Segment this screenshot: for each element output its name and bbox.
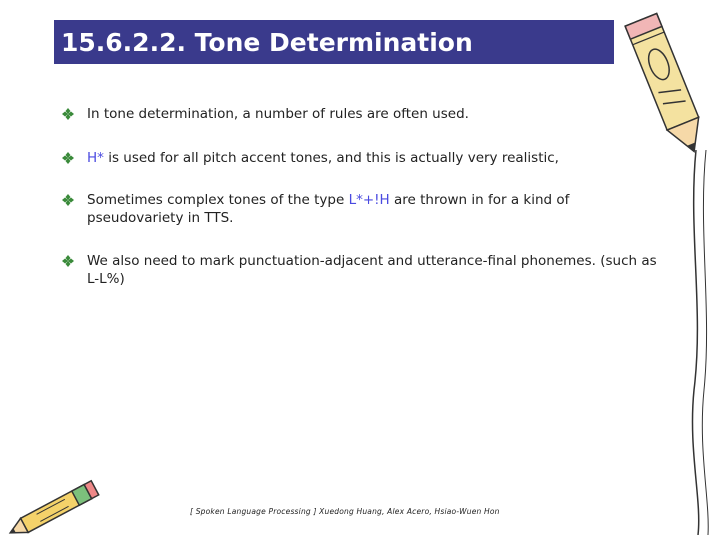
- bullet-text: [87, 191, 662, 227]
- bullet-text-part: are thrown in for a kind of pseudovariety in TTS.: [87, 192, 570, 226]
- bullet-item: [62, 105, 662, 123]
- bullet-item: [62, 149, 662, 167]
- diamond-quad-icon: [62, 194, 74, 206]
- paper-roll-decoration: [684, 150, 714, 535]
- diamond-quad-icon: [62, 152, 74, 164]
- diamond-quad-icon: [62, 255, 74, 267]
- slide-title: 15.6.2.2. Tone Determination: [61, 27, 473, 57]
- bullet-text: We also need to mark punctuation-adjacent and utterance-final phonemes. (such as L-L%): [87, 253, 657, 287]
- tone-label-highlight: H*: [87, 150, 104, 166]
- bullet-text: [87, 149, 662, 167]
- footer-citation: [ Spoken Language Processing ] Xuedong Huang, Alex Acero, Hsiao-Wuen Hon: [190, 507, 500, 516]
- bullet-item: [62, 252, 662, 288]
- bullet-text-part: Sometimes complex tones of the type: [87, 192, 349, 208]
- pencil-icon: [2, 478, 112, 538]
- bullet-text: In tone determination, a number of rules are often used.: [87, 106, 469, 122]
- pencil-icon: [620, 4, 718, 164]
- bullet-text-part: is used for all pitch accent tones, and this is actually very realistic,: [103, 150, 559, 166]
- slide-title-bar: [54, 20, 614, 64]
- bullet-item: [62, 191, 662, 227]
- tone-label-highlight: L*+!H: [348, 192, 390, 208]
- diamond-quad-icon: [62, 108, 74, 120]
